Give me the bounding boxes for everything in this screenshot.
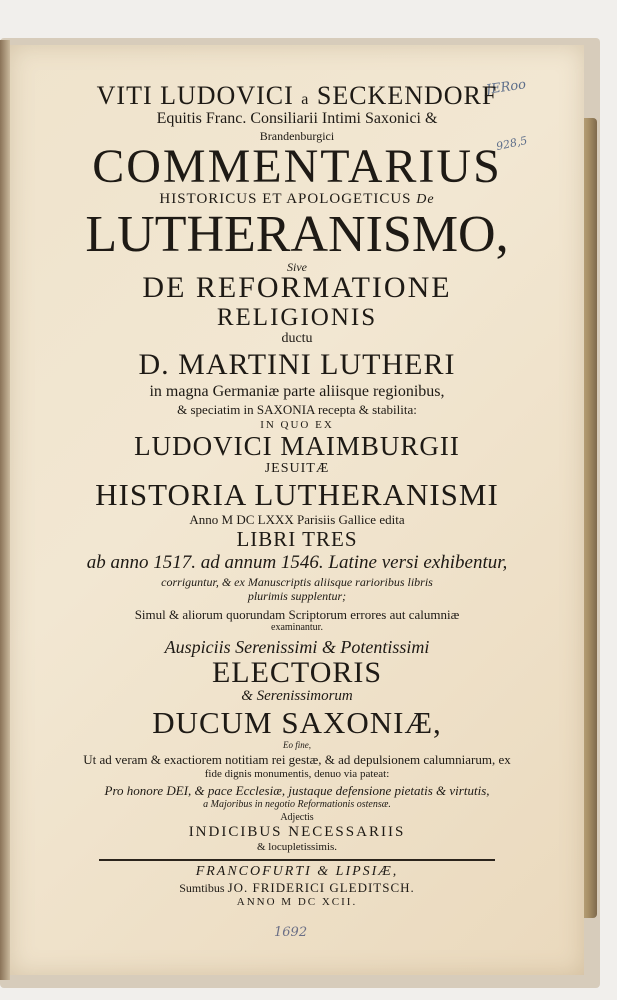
author-given-names: VITI LUDOVICI: [96, 81, 294, 110]
in-quo-ex: IN QUO EX: [260, 418, 334, 431]
serenissimorum-line: & Serenissimorum: [241, 687, 353, 704]
electoris-line: ELECTORIS: [211, 655, 383, 689]
adjectis-word: Adjectis: [280, 811, 314, 823]
martini-lutheri: D. MARTINI LUTHERI: [138, 347, 456, 381]
sive-word: Sive: [287, 259, 307, 274]
locupletissimis-line: & locupletissimis.: [256, 840, 338, 853]
fide-dignis-line: fide dignis monumentis, denuo via pateat:: [204, 767, 390, 780]
author-particle: a: [301, 91, 310, 108]
libri-tres: LIBRI TRES: [236, 526, 358, 551]
ducum-saxoniae: DUCUM SAXONIÆ,: [152, 704, 442, 740]
imprint-divider: [99, 859, 495, 861]
author-title-line-2: Brandenburgici: [259, 129, 335, 143]
examinantur-line: examinantur.: [271, 621, 323, 633]
auspiciis-line: Auspiciis Serenissimi & Potentissimi: [164, 636, 430, 657]
publisher-name: JO. FRIDERICI GLEDITSCH.: [227, 879, 415, 895]
handwritten-year: 1692: [274, 925, 308, 940]
de-word: De: [416, 191, 435, 207]
author-surname: SECKENDORF: [316, 81, 498, 110]
historia-lutheranismi: HISTORIA LUTHERANISMI: [95, 476, 499, 512]
imprint-year: ANNO M DC XCII.: [236, 895, 358, 908]
eo-fine: Eo fine,: [283, 739, 311, 750]
handwritten-annotation-top: JERoo: [485, 77, 528, 98]
ductu-word: ductu: [281, 330, 313, 346]
subtitle-historicus: [10, 192, 584, 207]
a-majoribus-line: a Majoribus in negotio Reformationis ostensæ.: [203, 798, 391, 810]
book-spine-edge: [0, 40, 10, 980]
author-line: [10, 83, 584, 109]
pro-honore-line: Pro honore DEI, & pace Ecclesiæ, justaque defensione pietatis & virtutis,: [104, 782, 490, 798]
jesuitae-line: JESUITÆ: [264, 460, 330, 476]
imprint-publisher-line: [10, 881, 584, 894]
corriguntur-line: corriguntur, & ex Manuscriptis aliisque rarioribus libris: [161, 574, 433, 589]
in-magna-line: in magna Germaniæ parte aliisque regionibus,: [149, 382, 445, 400]
handwritten-shelfmark: 928,5: [494, 133, 529, 154]
main-title-lutheranismo: LUTHERANISMO,: [85, 205, 509, 263]
simul-line: Simul & aliorum quorundam Scriptorum errores aut calumniæ: [134, 606, 460, 622]
imprint-place: FRANCOFURTI & LIPSIÆ,: [195, 863, 399, 879]
indicibus-line: INDICIBUS NECESSARIIS: [188, 823, 406, 840]
speciatim-line: & speciatim in SAXONIA recepta & stabilita:: [177, 401, 417, 417]
title-text-block: [10, 83, 584, 908]
author-title-line: Equitis Franc. Consiliarii Intimi Saxonici &: [156, 110, 438, 127]
ab-anno-line: ab anno 1517. ad annum 1546. Latine versi exhibentur,: [86, 551, 508, 573]
plurimis-line: plurimis supplentur;: [247, 588, 347, 603]
religionis: RELIGIONIS: [216, 303, 378, 331]
sumtibus-word: Sumtibus: [179, 880, 225, 895]
main-title-commentarius: COMMENTARIUS: [92, 140, 502, 193]
anno-paris-line: Anno M DC LXXX Parisiis Gallice edita: [189, 511, 405, 527]
historicus-text: HISTORICUS ET APOLOGETICUS: [159, 190, 412, 207]
title-page: [10, 45, 584, 975]
ut-ad-line: Ut ad veram & exactiorem notitiam rei gestæ, & ad depulsionem calumniarum, ex: [83, 751, 511, 767]
maimburgii-line: LUDOVICI MAIMBURGII: [134, 430, 460, 461]
de-reformatione: DE REFORMATIONE: [142, 270, 452, 304]
